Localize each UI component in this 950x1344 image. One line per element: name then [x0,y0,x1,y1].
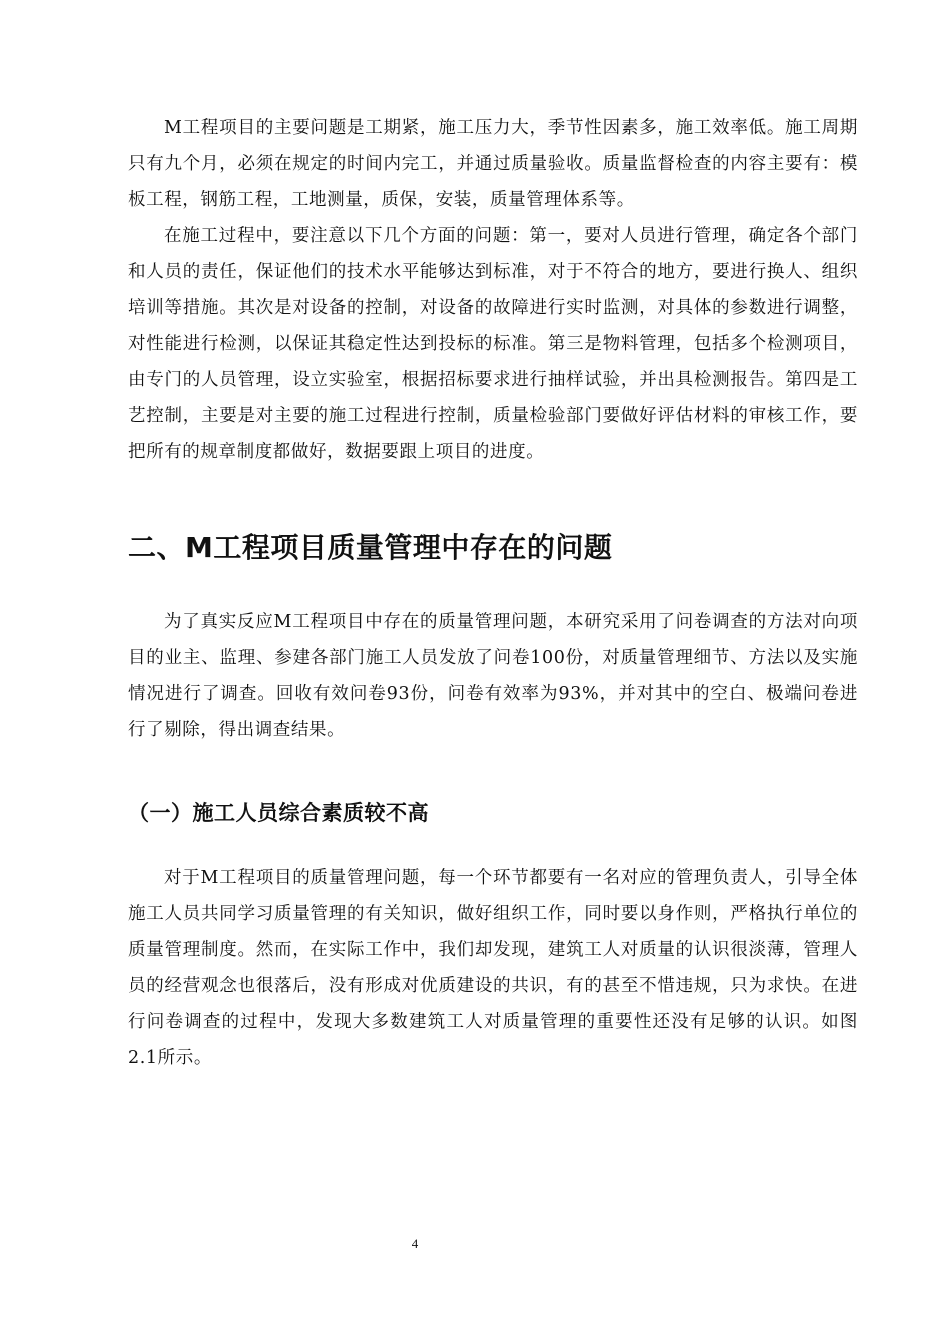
paragraph-project-issues: M工程项目的主要问题是工期紧，施工压力大，季节性因素多，施工效率低。施工周期只有九个月，必须在规定的时间内完工，并通过质量验收。质量监督检查的内容主要有：模板工程，钢筋工程，工地测量，质保，安装，质量管理体系等。 [128,118,858,210]
paragraph-worker-quality: 对于M工程项目的质量管理问题，每一个环节都要有一名对应的管理负责人，引导全体施工人员共同学习质量管理的有关知识，做好组织工作，同时要以身作则，严格执行单位的质量管理制度。然而，在实际工作中，我们却发现，建筑工人对质量的认识很淡薄，管理人员的经营观念也很落后，没有形成对优质建设的共识，有的甚至不惜违规，只为求快。在进行问卷调查的过程中，发现大多数建筑工人对质量管理的重要性还没有足够的认识。如图2.1所示。 [128,868,858,1068]
page-number: 4 [411,1236,419,1251]
section-heading: 二、M工程项目质量管理中存在的问题 [128,531,613,564]
paragraph-survey-method: 为了真实反应M工程项目中存在的质量管理问题，本研究采用了问卷调查的方法对向项目的业主、监理、参建各部门施工人员发放了问卷100份，对质量管理细节、方法以及实施情况进行了调查。回收有效问卷93份，问卷有效率为93%，并对其中的空白、极端问卷进行了剔除，得出调查结果。 [128,612,858,740]
subsection-heading: （一）施工人员综合素质较不高 [128,801,429,825]
paragraph-construction-process: 在施工过程中，要注意以下几个方面的问题：第一，要对人员进行管理，确定各个部门和人员的责任，保证他们的技术水平能够达到标准，对于不符合的地方，要进行换人、组织培训等措施。其次是对设备的控制，对设备的故障进行实时监测，对具体的参数进行调整，对性能进行检测，以保证其稳定性达到投标的标准。第三是物料管理，包括多个检测项目，由专门的人员管理，设立实验室，根据招标要求进行抽样试验，并出具检测报告。第四是工艺控制，主要是对主要的施工过程进行控制，质量检验部门要做好评估材料的审核工作，要把所有的规章制度都做好，数据要跟上项目的进度。 [128,226,858,462]
